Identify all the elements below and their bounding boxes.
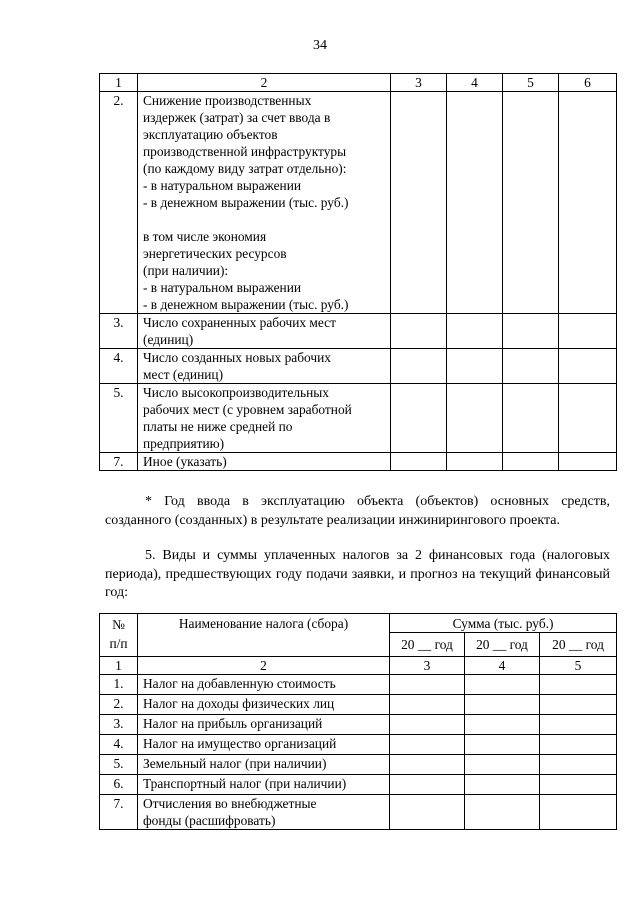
value-cell[interactable] — [390, 775, 465, 795]
column-number-5: 5 — [503, 74, 559, 92]
value-cell[interactable] — [390, 795, 465, 830]
value-cell[interactable] — [391, 92, 447, 314]
value-cell[interactable] — [391, 384, 447, 453]
row-number: 3. — [100, 314, 138, 349]
tax-name: Транспортный налог (при наличии) — [138, 775, 390, 795]
value-cell[interactable] — [465, 695, 540, 715]
value-cell[interactable] — [390, 675, 465, 695]
value-cell[interactable] — [391, 349, 447, 384]
row-number: 1. — [100, 675, 138, 695]
table-row — [100, 453, 617, 471]
row-label: Снижение производственных издержек (затрат) за счет ввода в эксплуатацию объектов производственной инфраструктуры (по каждому виду затрат отдельно): - в натуральном выражении - в денежном выражении (тыс. руб.) в том числе экономия энергетических ресурсов (при наличии): - в натуральном выражении - в денежном выражении (тыс. руб.) — [138, 92, 391, 314]
value-cell[interactable] — [559, 453, 617, 471]
table-number-row — [100, 657, 617, 675]
tax-name: Налог на доходы физических лиц — [138, 695, 390, 715]
value-cell[interactable] — [540, 755, 617, 775]
value-cell[interactable] — [540, 735, 617, 755]
value-cell[interactable] — [559, 349, 617, 384]
row-number: 4. — [100, 349, 138, 384]
sum-column-header: Сумма (тыс. руб.) — [390, 614, 617, 633]
value-cell[interactable] — [390, 755, 465, 775]
table-row — [100, 795, 617, 830]
table-row — [100, 695, 617, 715]
value-cell[interactable] — [465, 715, 540, 735]
section-5-heading: 5. Виды и суммы уплаченных налогов за 2 финансовых года (налоговых периода), предшествующих году подачи заявки, и прогноз на текущий финансовый год: — [105, 548, 610, 600]
table-header-row — [100, 614, 617, 633]
value-cell[interactable] — [390, 715, 465, 735]
table-row — [100, 349, 617, 384]
column-number-1: 1 — [100, 657, 138, 675]
taxes-table — [99, 613, 617, 830]
row-number: 2. — [100, 92, 138, 314]
table-row — [100, 384, 617, 453]
value-cell[interactable] — [447, 314, 503, 349]
row-number: 2. — [100, 695, 138, 715]
value-cell[interactable] — [503, 349, 559, 384]
table-row — [100, 775, 617, 795]
number-column-header: № п/п — [100, 614, 138, 657]
value-cell[interactable] — [540, 675, 617, 695]
year-header: 20 __ год — [465, 633, 540, 657]
value-cell[interactable] — [503, 384, 559, 453]
row-label: Число высокопроизводительных рабочих мест (с уровнем заработной платы не ниже средней по предприятию) — [138, 384, 391, 453]
row-label: Число сохраненных рабочих мест (единиц) — [138, 314, 391, 349]
value-cell[interactable] — [465, 735, 540, 755]
row-number: 3. — [100, 715, 138, 735]
value-cell[interactable] — [503, 453, 559, 471]
year-header: 20 __ год — [390, 633, 465, 657]
value-cell[interactable] — [465, 795, 540, 830]
tax-name: Отчисления во внебюджетные фонды (расшифровать) — [138, 795, 390, 830]
tax-name: Налог на добавленную стоимость — [138, 675, 390, 695]
row-number: 4. — [100, 735, 138, 755]
table-header-row — [100, 74, 617, 92]
value-cell[interactable] — [559, 92, 617, 314]
year-header: 20 __ год — [540, 633, 617, 657]
row-number: 5. — [100, 384, 138, 453]
value-cell[interactable] — [540, 795, 617, 830]
value-cell[interactable] — [540, 775, 617, 795]
tax-name: Налог на имущество организаций — [138, 735, 390, 755]
column-number-4: 4 — [465, 657, 540, 675]
value-cell[interactable] — [447, 92, 503, 314]
column-number-6: 6 — [559, 74, 617, 92]
column-number-3: 3 — [391, 74, 447, 92]
column-number-3: 3 — [390, 657, 465, 675]
row-number: 7. — [100, 453, 138, 471]
row-label: Число созданных новых рабочих мест (единиц) — [138, 349, 391, 384]
value-cell[interactable] — [503, 92, 559, 314]
value-cell[interactable] — [559, 384, 617, 453]
value-cell[interactable] — [447, 384, 503, 453]
row-label: Иное (указать) — [138, 453, 391, 471]
value-cell[interactable] — [465, 675, 540, 695]
table-row — [100, 92, 617, 314]
column-number-2: 2 — [138, 657, 390, 675]
value-cell[interactable] — [447, 453, 503, 471]
value-cell[interactable] — [391, 453, 447, 471]
tax-name-column-header: Наименование налога (сбора) — [138, 614, 390, 657]
row-number: 6. — [100, 775, 138, 795]
column-number-4: 4 — [447, 74, 503, 92]
page-number: 34 — [313, 38, 327, 53]
indicators-table — [99, 73, 617, 471]
value-cell[interactable] — [447, 349, 503, 384]
value-cell[interactable] — [391, 314, 447, 349]
footnote: * Год ввода в эксплуатацию объекта (объектов) основных средств, созданного (созданных) в результате реализации инжинирингового проекта. — [105, 494, 610, 528]
value-cell[interactable] — [540, 715, 617, 735]
row-number: 7. — [100, 795, 138, 830]
value-cell[interactable] — [390, 735, 465, 755]
value-cell[interactable] — [540, 695, 617, 715]
table-row — [100, 675, 617, 695]
table-row — [100, 755, 617, 775]
tax-name: Налог на прибыль организаций — [138, 715, 390, 735]
value-cell[interactable] — [503, 314, 559, 349]
value-cell[interactable] — [465, 775, 540, 795]
column-number-5: 5 — [540, 657, 617, 675]
column-number-1: 1 — [100, 74, 138, 92]
value-cell[interactable] — [390, 695, 465, 715]
value-cell[interactable] — [465, 755, 540, 775]
tax-name: Земельный налог (при наличии) — [138, 755, 390, 775]
value-cell[interactable] — [559, 314, 617, 349]
table-row — [100, 314, 617, 349]
table-row — [100, 715, 617, 735]
table-row — [100, 735, 617, 755]
column-number-2: 2 — [138, 74, 391, 92]
row-number: 5. — [100, 755, 138, 775]
